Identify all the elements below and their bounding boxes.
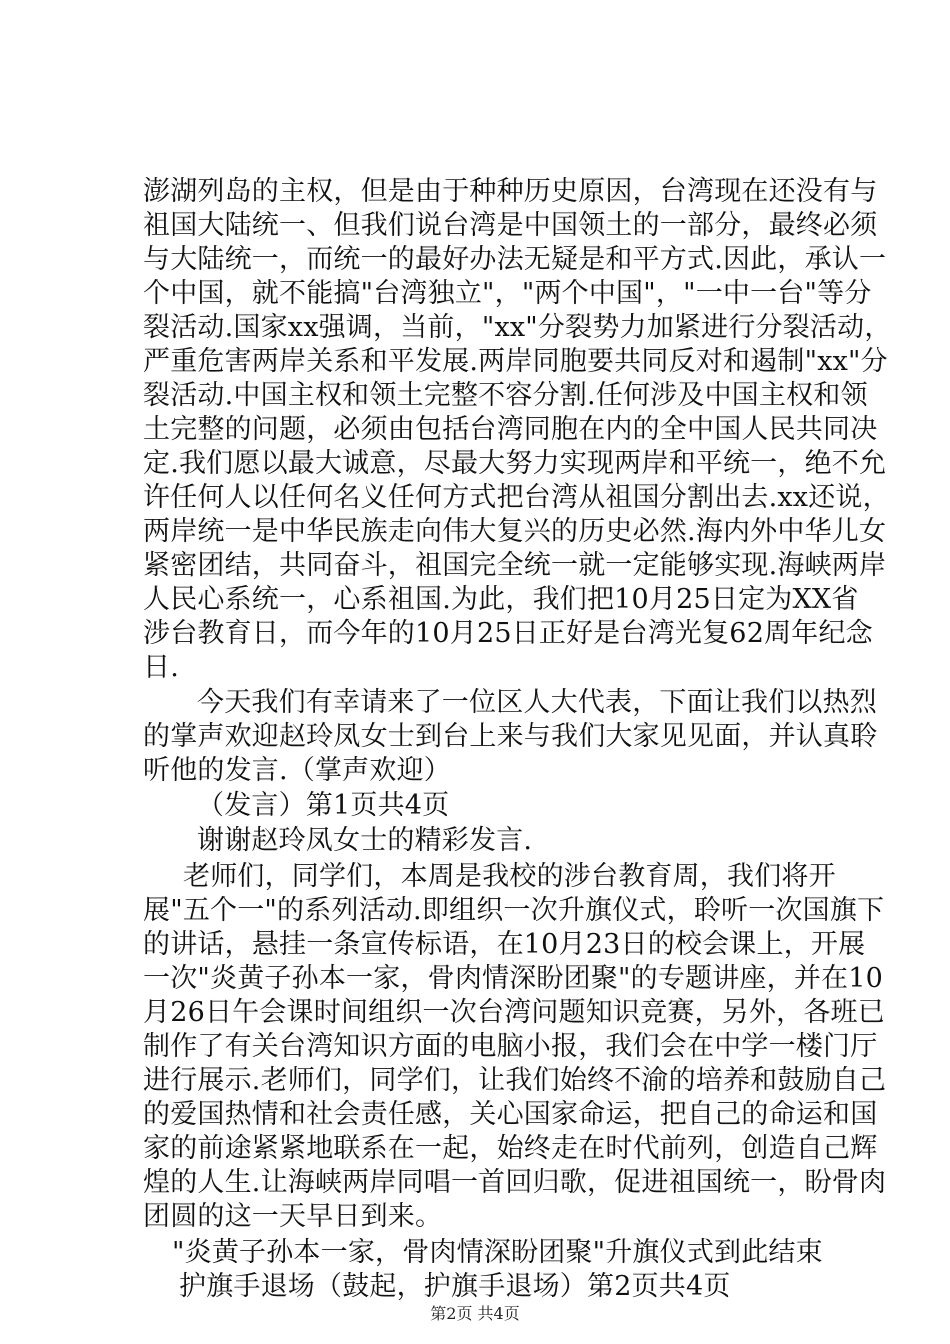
- text-line: 制作了有关台湾知识方面的电脑小报，我们会在中学一楼门厅: [143, 1031, 878, 1062]
- text-line: 与大陆统一，而统一的最好办法无疑是和平方式.因此，承认一: [143, 244, 887, 275]
- text-line: 今天我们有幸请来了一位区人大代表，下面让我们以热烈: [197, 687, 877, 718]
- text-line: 严重危害两岸关系和平发展.两岸同胞要共同反对和遏制"xx"分: [143, 346, 888, 377]
- text-line: 裂活动.中国主权和领土完整不容分割.任何涉及中国主权和领: [143, 380, 868, 411]
- text-line: 人民心系统一，心系祖国.为此，我们把10月25日定为XX省: [143, 584, 859, 615]
- text-line: 家的前途紧紧地联系在一起，始终走在时代前列，创造自己辉: [143, 1133, 878, 1164]
- flag-guards-line: 护旗手退场（鼓起，护旗手退场）第2页共4页: [179, 1271, 731, 1302]
- text-line: 裂活动.国家xx强调，当前，"xx"分裂势力加紧进行分裂活动，: [143, 312, 892, 343]
- text-line: 的爱国热情和社会责任感，关心国家命运，把自己的命运和国: [143, 1099, 878, 1130]
- page-footer: 第2页 共4页: [430, 1304, 520, 1323]
- text-line: 许任何人以任何名义任何方式把台湾从祖国分割出去.xx还说，: [143, 482, 890, 513]
- thanks-line: 谢谢赵玲凤女士的精彩发言.: [197, 825, 533, 856]
- text-line: 紧密团结，共同奋斗，祖国完全统一就一定能够实现.海峡两岸: [143, 550, 887, 581]
- ceremony-end-line: "炎黄子孙本一家，骨肉情深盼团聚"升旗仪式到此结束: [172, 1237, 823, 1268]
- speech-note: （发言）第1页共4页: [197, 790, 450, 821]
- text-line: 的掌声欢迎赵玲凤女士到台上来与我们大家见见面，并认真聆: [143, 721, 878, 752]
- text-line: 老师们，同学们，本周是我校的涉台教育周，我们将开: [183, 861, 836, 892]
- text-line: 澎湖列岛的主权，但是由于种种历史原因，台湾现在还没有与: [143, 176, 878, 207]
- text-line: 一次"炎黄子孙本一家，骨肉情深盼团聚"的专题讲座，并在10: [143, 963, 883, 994]
- text-line: 涉台教育日，而今年的10月25日正好是台湾光复62周年纪念: [143, 618, 873, 649]
- text-line: 日.: [143, 652, 179, 683]
- text-line: 团圆的这一天早日到来。: [143, 1201, 443, 1232]
- text-line: 定.我们愿以最大诚意，尽最大努力实现两岸和平统一，绝不允: [143, 448, 887, 479]
- text-line: 听他的发言.（掌声欢迎）: [143, 755, 451, 786]
- text-line: 土完整的问题，必须由包括台湾同胞在内的全中国人民共同决: [143, 414, 878, 445]
- text-line: 两岸统一是中华民族走向伟大复兴的历史必然.海内外中华儿女: [143, 516, 887, 547]
- text-line: 祖国大陆统一、但我们说台湾是中国领土的一部分，最终必须: [143, 210, 878, 241]
- text-line: 进行展示.老师们，同学们，让我们始终不渝的培养和鼓励自己: [143, 1065, 887, 1096]
- text-line: 个中国，就不能搞"台湾独立"，"两个中国"，"一中一台"等分: [143, 278, 872, 309]
- text-line: 月26日午会课时间组织一次台湾问题知识竞赛，另外，各班已: [143, 997, 885, 1028]
- text-line: 展"五个一"的系列活动.即组织一次升旗仪式，聆听一次国旗下: [143, 895, 885, 926]
- text-line: 煌的人生.让海峡两岸同唱一首回归歌，促进祖国统一，盼骨肉: [143, 1167, 887, 1198]
- text-line: 的讲话，悬挂一条宣传标语，在10月23日的校会课上，开展: [143, 929, 866, 960]
